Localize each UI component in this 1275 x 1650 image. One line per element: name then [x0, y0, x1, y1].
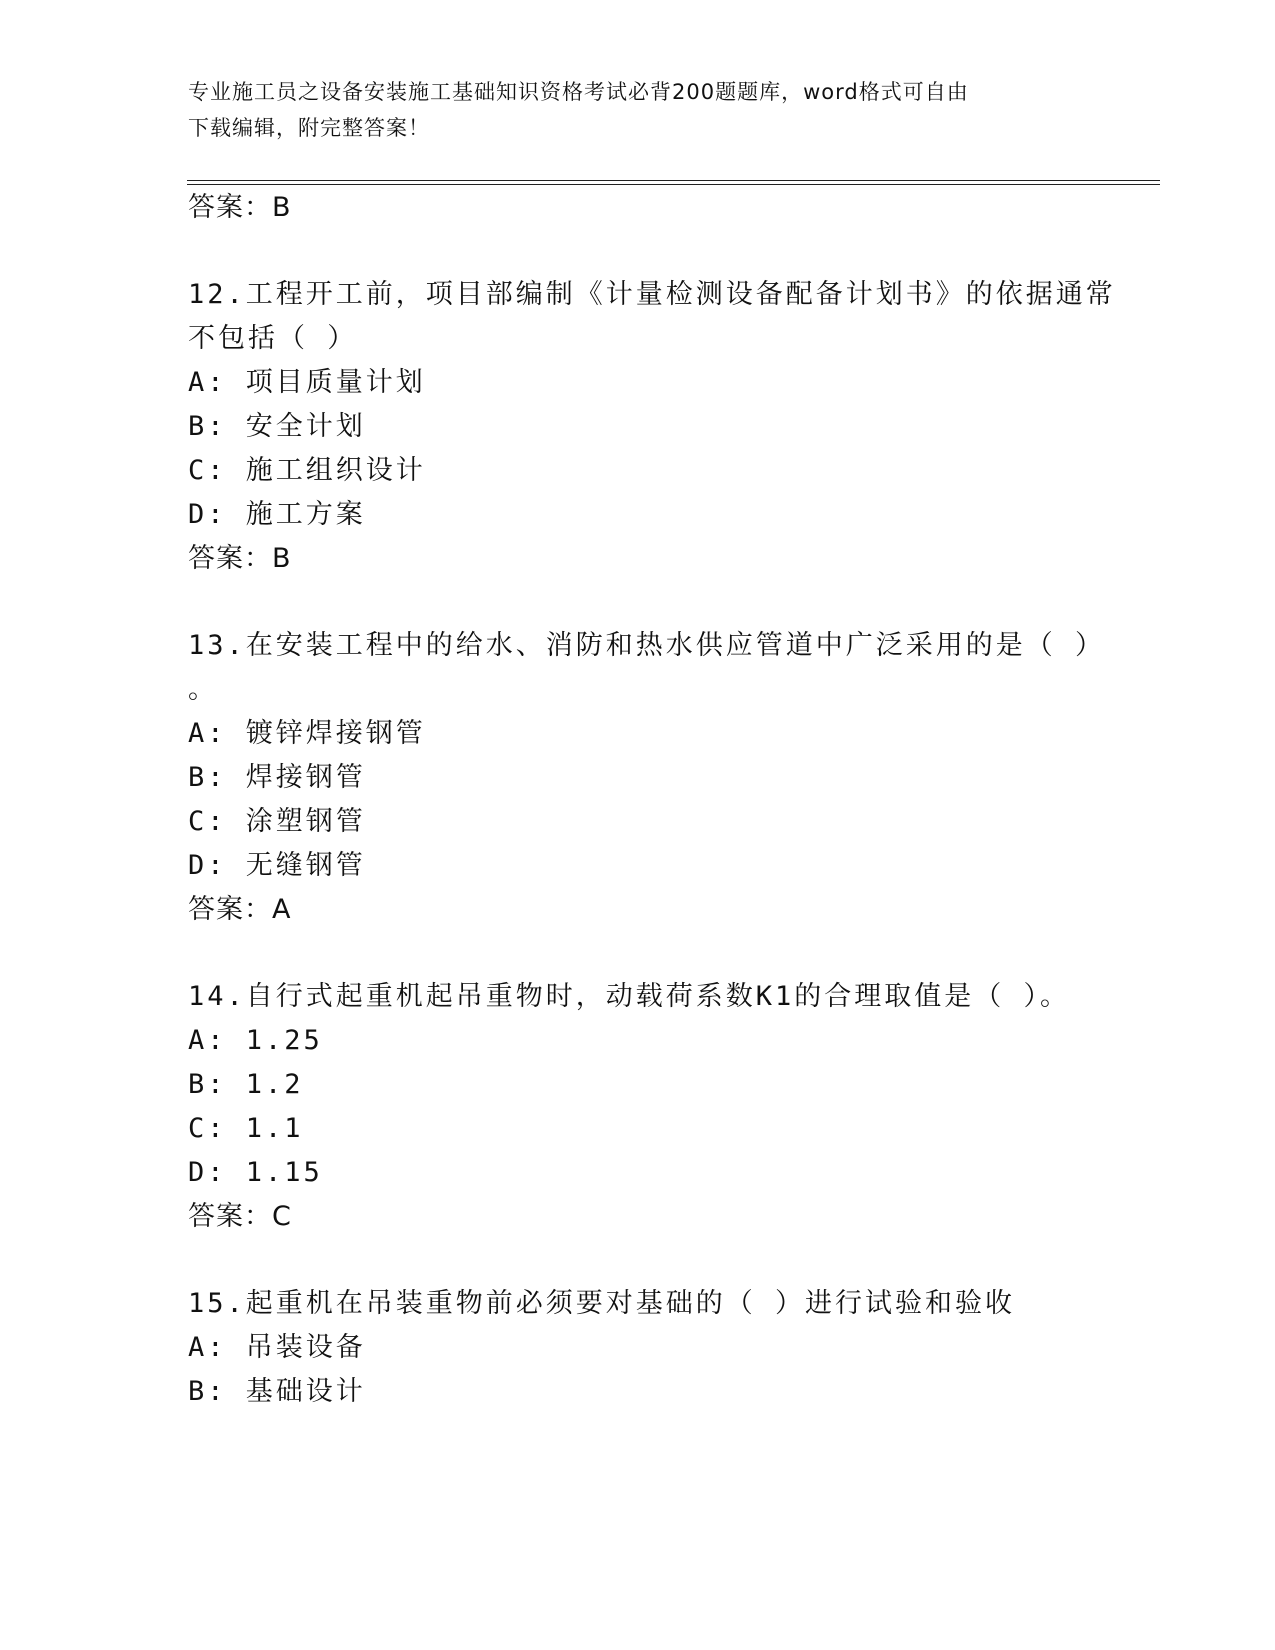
question-15-stem-line-1: 15.起重机在吊装重物前必须要对基础的（ ）进行试验和验收 [188, 1288, 1016, 1319]
header-line-2: 下载编辑，附完整答案！ [188, 116, 430, 140]
header-divider-top [187, 180, 1160, 181]
question-12-option-c: C: 施工组织设计 [188, 455, 426, 486]
question-13-stem-line-2: 。 [188, 674, 218, 705]
question-14-option-d: D: 1.15 [188, 1157, 323, 1188]
question-13-option-b: B: 焊接钢管 [188, 762, 366, 793]
question-12-option-d: D: 施工方案 [188, 499, 366, 530]
question-14-stem-line-1: 14.自行式起重机起吊重物时，动载荷系数K1的合理取值是（ ）。 [188, 981, 1071, 1012]
question-15-option-a: A: 吊装设备 [188, 1332, 366, 1363]
question-13-answer: 答案：A [188, 894, 292, 925]
question-12-option-b: B: 安全计划 [188, 411, 366, 442]
previous-answer: 答案：B [188, 192, 292, 223]
question-12-stem-line-1: 12.工程开工前，项目部编制《计量检测设备配备计划书》的依据通常 [188, 279, 1116, 310]
question-12-option-a: A: 项目质量计划 [188, 367, 426, 398]
header-line-1: 专业施工员之设备安装施工基础知识资格考试必背200题题库，word格式可自由 [188, 80, 969, 104]
question-14-answer: 答案：C [188, 1201, 292, 1232]
question-13-option-d: D: 无缝钢管 [188, 850, 366, 881]
question-14-option-a: A: 1.25 [188, 1025, 323, 1056]
question-13-option-c: C: 涂塑钢管 [188, 806, 366, 837]
question-13-option-a: A: 镀锌焊接钢管 [188, 718, 426, 749]
question-12-stem-line-2: 不包括（ ） [188, 323, 358, 354]
question-14-option-b: B: 1.2 [188, 1069, 304, 1100]
question-13-stem-line-1: 13.在安装工程中的给水、消防和热水供应管道中广泛采用的是（ ） [188, 630, 1106, 661]
question-12-answer: 答案：B [188, 543, 292, 574]
question-14-option-c: C: 1.1 [188, 1113, 304, 1144]
header-divider-bottom [187, 184, 1160, 185]
document-header [188, 74, 1088, 146]
question-15-option-b: B: 基础设计 [188, 1376, 366, 1407]
